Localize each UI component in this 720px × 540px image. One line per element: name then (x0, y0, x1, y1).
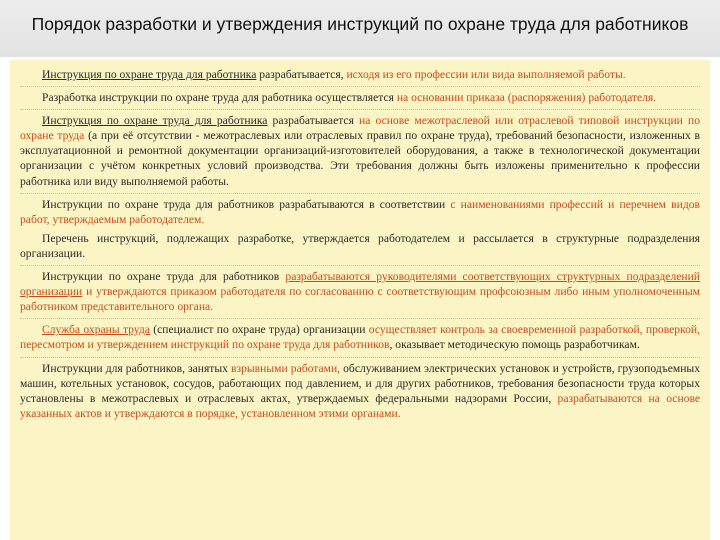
paragraph-text: Перечень инструкций, подлежащих разработке, утверждается работодателем и рассылается в структурные подразделения организации. (20, 231, 700, 260)
paragraph-text: , оказывает методическую помощь разработчикам. (389, 338, 640, 352)
highlighted-text: на основе межотраслевой или отраслевой типовой инструкции по охране труда (20, 114, 700, 143)
highlighted-text: с наименованиями профессий и перечнем видов работ, утверждаемым работодателем. (20, 197, 700, 226)
instruction-paragraph (20, 357, 700, 425)
paragraph-text: Инструкция по охране труда для работника (42, 114, 268, 128)
highlighted-text: осуществляет контроль за своевременной разработкой, проверкой, пересмотром и утверждением инструкций по охране труда для работников (20, 323, 700, 352)
instruction-paragraph (20, 318, 700, 356)
highlighted-text: разрабатываются руководителями соответствующих структурных подразделений организации (20, 270, 700, 299)
paragraph-text: (а при её отсутствии - межотраслевых или отраслевых правил по охране труда), требований безопасности, изложенных в эксплуатационной и ремонтной документации организаций-изготовителей оборудования, а также в технологической документации организации с учётом конкретных условий производства. Эти требования должны быть изложены применительно к профессии работника или виду выполняемой работы. (20, 129, 700, 188)
paragraph-text: (специалист по охране труда) организации (149, 323, 369, 337)
highlighted-text: исходя из его профессии или вида выполняемой работы. (346, 68, 626, 81)
title-bar (0, 0, 720, 57)
paragraph-text: разрабатывается (267, 114, 360, 128)
instruction-paragraph (20, 109, 700, 192)
instruction-paragraph (20, 86, 700, 109)
highlighted-text: на основании приказа (распоряжения) работодателя. (396, 91, 657, 105)
instruction-paragraph (20, 193, 700, 231)
highlighted-text: взрывными работами, (231, 361, 341, 375)
paragraph-text: обслуживанием электрических установок и устройств, грузоподъемных машин, котельных установок, сосудов, работающих под давлением, и для других работников, требования безопасности труда которых установлены в межотраслевых и отраслевых актах, утверждаемых федеральными надзорами России, (20, 361, 701, 405)
paragraph-text: Инструкции по охране труда для работников разрабатываются в соответствии (42, 197, 451, 211)
paragraph-text: разрабатывается, (256, 68, 347, 81)
paragraph-text: Инструкции по охране труда для работников (42, 270, 286, 284)
highlighted-text: и утверждаются приказом работодателя по согласованию с соответствующим профсоюзным либо иным уполномоченным работником представительного органа. (20, 285, 700, 314)
paragraph-text: Инструкции для работников, занятых (42, 361, 232, 375)
highlighted-text: разрабатываются на основе указанных актов и утверждаются в порядке, установленном этими органами. (20, 391, 700, 420)
instruction-paragraph (20, 265, 700, 318)
page-title: Порядок разработки и утверждения инструкций по охране труда для работников (31, 14, 689, 34)
paragraph-text: Разработка инструкции по охране труда для работника осуществляется (42, 91, 397, 105)
instruction-paragraph (20, 231, 700, 265)
content-panel (10, 60, 710, 540)
highlighted-text: Служба охраны труда (42, 323, 150, 337)
paragraph-text: Инструкция по охране труда для работника (42, 68, 257, 81)
instruction-paragraph (20, 65, 700, 86)
